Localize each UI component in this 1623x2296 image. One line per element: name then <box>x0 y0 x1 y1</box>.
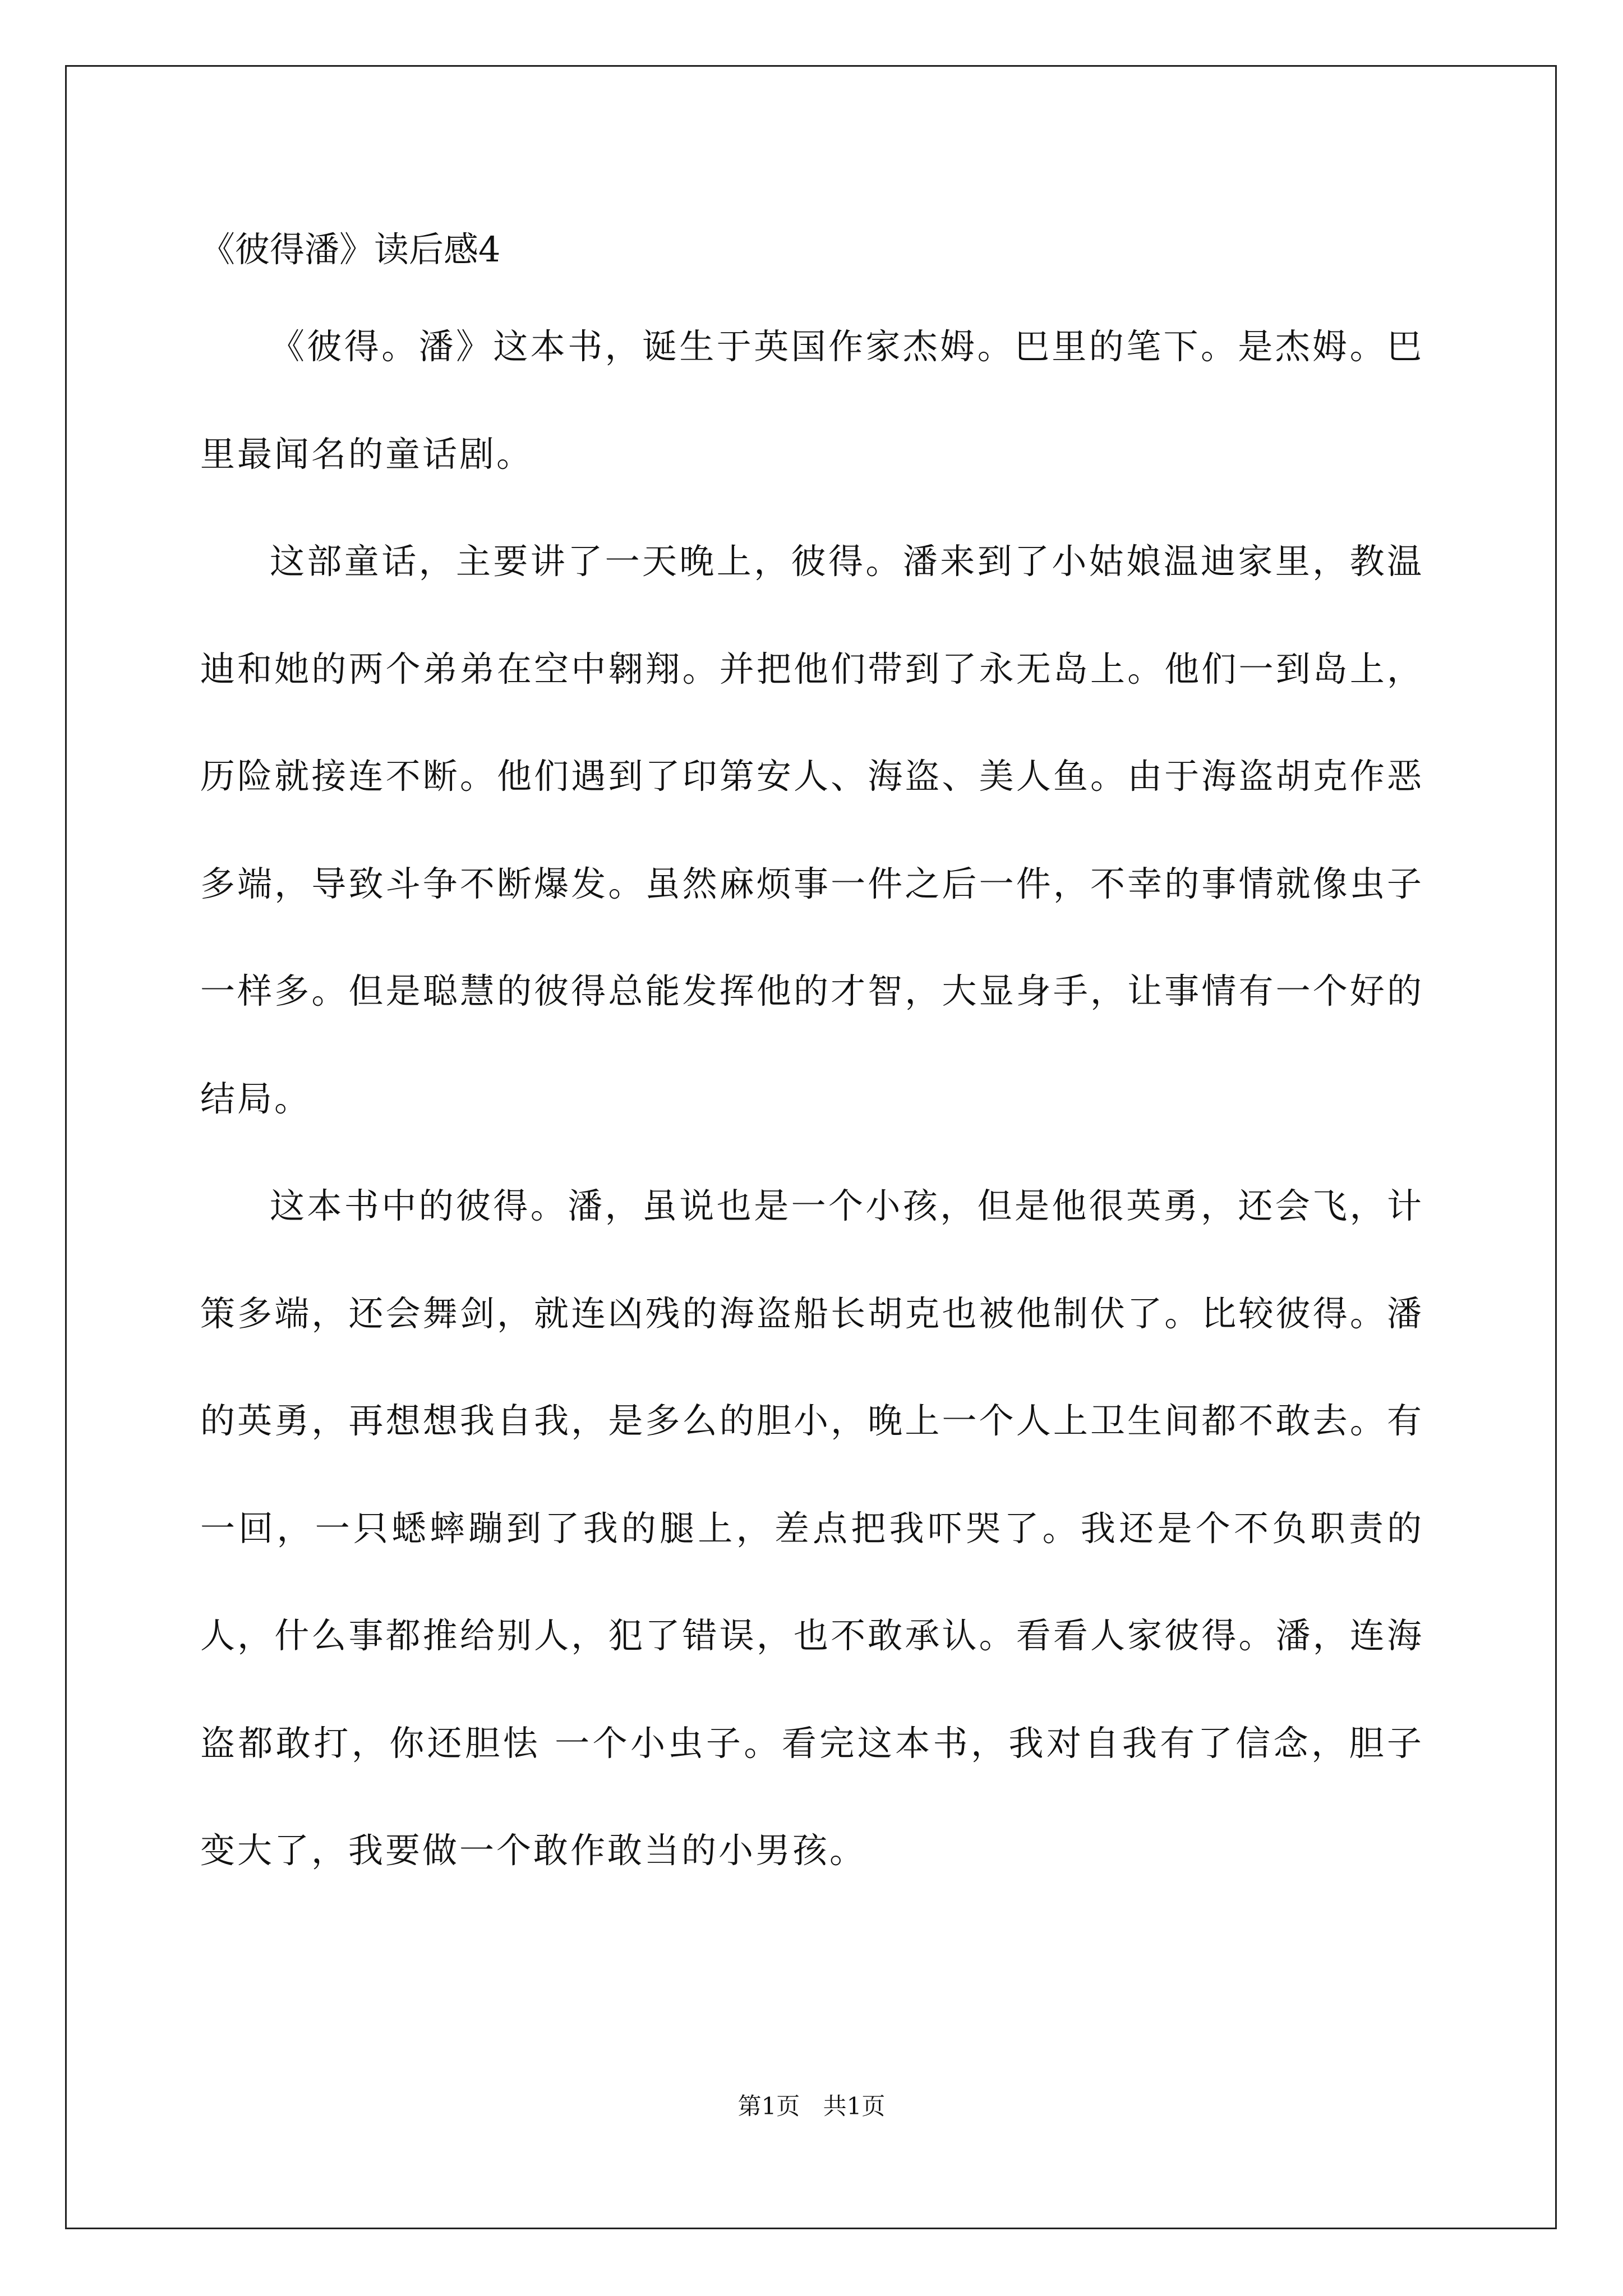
paragraph-3: 这本书中的彼得。潘，虽说也是一个小孩，但是他很英勇，还会飞，计策多端，还会舞剑，就连凶残的海盗船长胡克也被他制伏了。比较彼得。潘的英勇，再想想我自我，是多么的胆小，晚上一个人上卫生间都不敢去。有一回，一只蟋蟀蹦到了我的腿上，差点把我吓哭了。我还是个不负职责的人，什么事都推给别人，犯了错误，也不敢承认。看看人家彼得。潘，连海盗都敢打，你还胆怯 一个小虫子。看完这本书，我对自我有了信念，胆子变大了，我要做一个敢作敢当的小男孩。 <box>200 1185 1424 1871</box>
document-body <box>200 293 1424 1904</box>
page-total: 共1页 <box>823 2092 886 2120</box>
page-footer <box>0 2090 1623 2123</box>
paragraph-1: 《彼得。潘》这本书，诞生于英国作家杰姆。巴里的笔下。是杰姆。巴里最闻名的童话剧。 <box>200 326 1424 475</box>
paragraph-2: 这部童话，主要讲了一天晚上，彼得。潘来到了小姑娘温迪家里，教温迪和她的两个弟弟在空中翱翔。并把他们带到了永无岛上。他们一到岛上，历险就接连不断。他们遇到了印第安人、海盗、美人鱼。由于海盗胡克作恶多端，导致斗争不断爆发。虽然麻烦事一件之后一件，不幸的事情就像虫子一样多。但是聪慧的彼得总能发挥他的才智，大显身手，让事情有一个好的结局。 <box>200 541 1424 1119</box>
document-title: 《彼得潘》读后感4 <box>200 229 501 270</box>
page-number: 第1页 <box>737 2092 800 2120</box>
